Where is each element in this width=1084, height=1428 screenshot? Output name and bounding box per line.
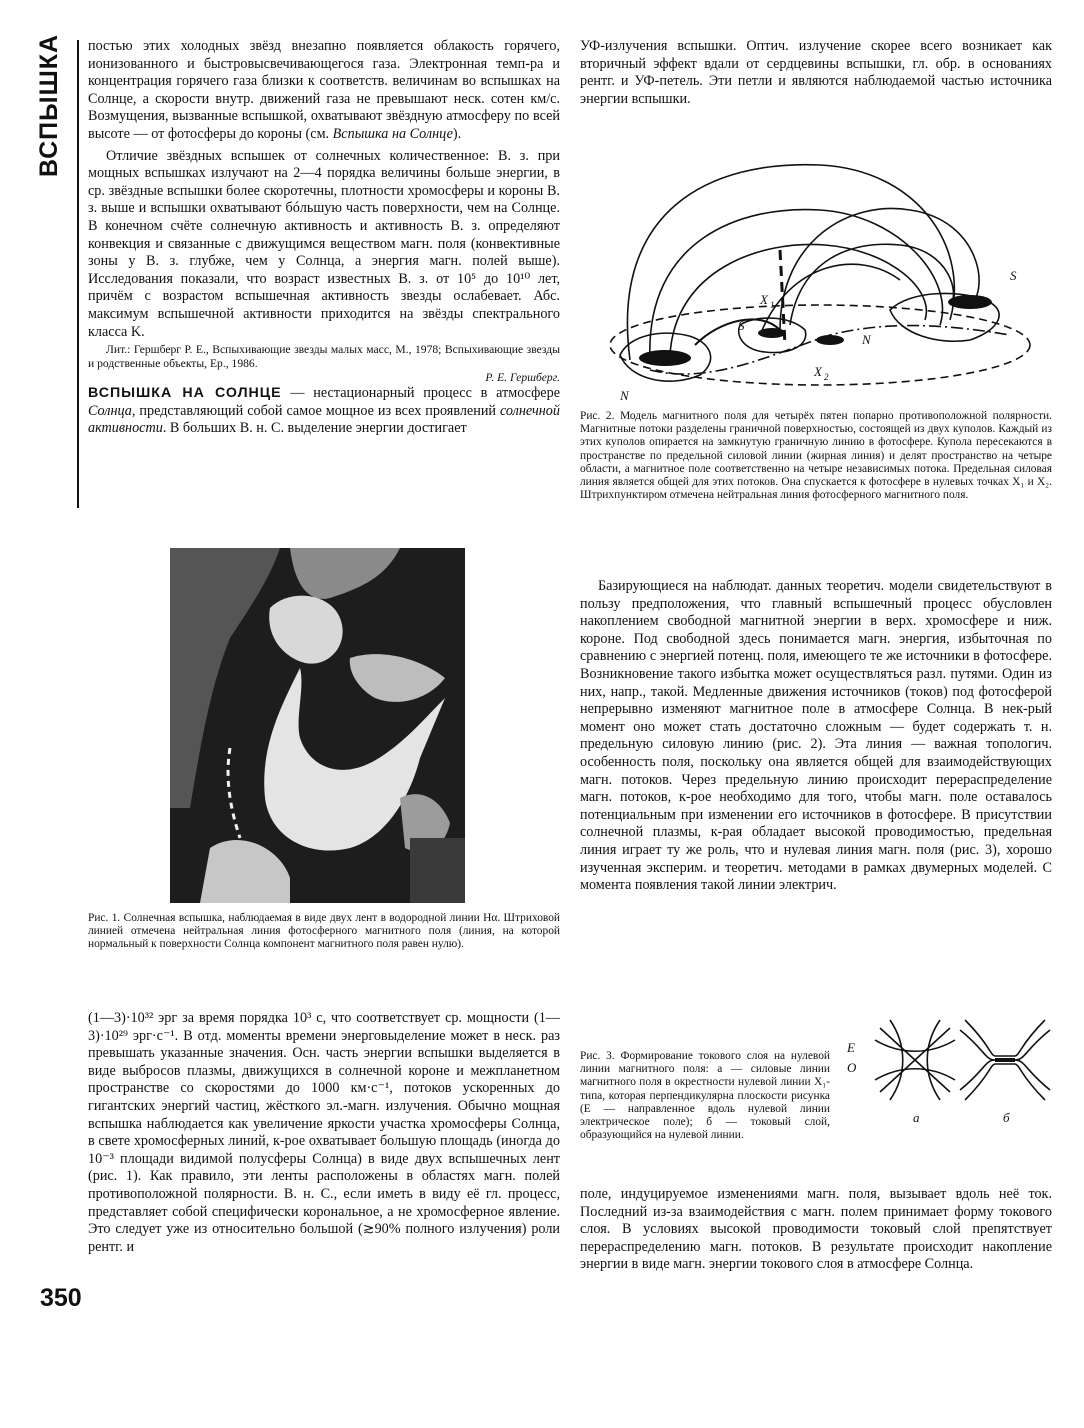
article-start [88,385,560,438]
text: — нестационарный процесс в атмосфере [281,385,560,402]
solar-flare-photo [170,548,465,903]
page-number: 350 [40,1284,82,1312]
section-side-title [30,33,70,177]
paragraph: (1—3)·10³² эрг за время порядка 10³ с, что соответствует ср. мощности (1—3)·10²⁹ эрг·с⁻¹. В отд. моменты времени энерговыделение может в неск. раз превышать указанные значения. Осн. часть энергии вспышки выделяется в виде выбросов плазмы, движущихся в солнечной короне и межпланетном пространстве со скоростями до 1000 км·с⁻¹, потоков ускоренных до гигантских энергий частиц, жёсткого эл.-магн. излучения. Обычно мощная вспышка наблюдается как увеличение яркости участка хромосферы Солнца, в свете хромосферных линий, к-рое охватывает большую площадь (иногда до 10⁻³ площади видимой полусферы Солнца) в виде двух вспышечных лент (рис. 1). Как правило, эти ленты расположены в областях магн. полей противоположной полярности. В. н. С., если иметь в виду её гл. процесс, представляет собой специфически корональное, а не хромосферное явление. Это следует уже из относительно большой (≳90% полного излучения) роли рентг. и [88,1010,560,1255]
cross-reference: Солнца [88,402,132,419]
figure-3-caption [580,1050,830,1142]
paragraph [88,38,560,144]
right-column-bottom [580,1186,1052,1274]
right-column-middle [580,578,1052,895]
text: . В больших В. н. С. выделение энергии достигает [162,420,467,437]
figure-1-caption: Рис. 1. Солнечная вспышка, наблюдаемая в виде двух лент в водородной линии Hα. Штриховой линией отмечена нейтральная линия фотосферного магнитного поля (линия, на которой нормальный к поверхности Солнца компонент магнитного поля равен нулю). [88,912,560,951]
paragraph: поле, индуцируемое изменениями магн. поля, вызывает вдоль неё ток. Последний из-за взаимодействия с магн. полем принимает форму токового слоя. В условиях высокой проводимости токовый слой препятствует перераспределению магн. потоков. В результате происходит накопление энергии в виде магн. энергии токового слоя в атмосфере Солнца. [580,1186,1052,1273]
figure-3-diagram [835,1010,1060,1130]
paragraph: Базирующиеся на наблюдат. данных теоретич. модели свидетельствуют в пользу предположения, что главный вспышечный процесс обусловлен накоплением свободной магнитной энергии в верх. хромосфере и ниж. короне. Под свободной здесь понимается магн. энергия, избыточная по сравнению с энергией потенц. поля, имеющего те же источники в фотосфере. Возникновение такого избытка может осуществляться разл. путями. Один из них, напр., такой. Медленные движения источников (токов) под фотосферой непрерывно изменяют магнитное поле в атмосфере Солнца. В нек-рый момент оно может стать достаточно сложным — будет содержать т. н. предельную силовую линию (рис. 2). Эта линия — важная топологич. особенность поля, поскольку она является общей для взаимодействующих магн. потоков. Через предельную линию происходит перераспределение магн. потоков, к-рое необходимо для того, чтобы магн. поле оставалось потенциальным при изменении его источников в фотосфере. В присутствии солнечной плазмы, к-рая обладает высокой проводимостью, предельная линия играет ту же роль, что и нулевая линия магн. поля (рис. 3), хорошо изученная эксперим. и теоретич. методами в рамках двумерных моделей. С момента появления такой линии электрич. [580,578,1052,894]
paragraph: Отличие звёздных вспышек от солнечных количественное: В. з. при мощных вспышках излучают на 2—4 порядка величины больше энергии, в ср. звёздные вспышки более скоротечны, плотности хромосферы и короны В. з. выше и вспышки охватывают бóльшую часть поверхности, чем на Солнце. В конечном счёте солнечную активность и активность В. з. определяют конвекция и связанные с движущимся веществом магн. поля (конвективные зоны у В. з. глубже, чем у Солнца, а энергия магн. полей выше). Исследования показали, что возраст известных В. з. от 10⁵ до 10¹⁰ лет, причём с возрастом вспышечная активность звезды ослабевает. Абс. максимум вспышечной активности приходится на звёзды спектрального класса K. [88,147,560,340]
literature-text: Лит.: Гершберг Р. Е., Вспыхивающие звезды малых масс, М., 1978; Вспыхивающие звезды и родственные объекты, Ер., 1986. [88,343,560,371]
label-e: E [847,1040,855,1055]
left-column-top [88,38,560,438]
section-side-title-text: ВСПЫШКА [35,33,64,177]
side-rule [77,40,79,508]
label-a: а [913,1110,920,1125]
label-x2: X [814,364,822,379]
label-x1: X [760,292,768,307]
right-column-top [580,38,1052,108]
label-x1-sub: 1 [770,300,775,310]
left-column-bottom [88,1010,560,1256]
text: ). [452,125,462,142]
label-n-mid: N [862,332,871,347]
text: постью этих холодных звёзд внезапно появляется облакость горячего, ионизованного и быстровысвечивающегося газа. Электронная темп-ра и концентрация горячего газа близки к соответств. величинам во вспышках на Солнце, а скорости внутр. движений газа не превышают неск. сотен км/с. Возмущения, вызванные вспышкой, охватывают звёздную атмосферу по всей высоте — от фотосферы до короны (см. [88,38,560,142]
author-signature: Р. Е. Гершберг. [485,371,560,385]
label-b: б [1003,1110,1010,1125]
label-o: O [847,1060,857,1075]
figure-3-caption-text: Рис. 3. Формирование токового слоя на нулевой линии магнитного поля: а — силовые линии магнитного поля в окрестности нулевой линии X₁-типа, которая перпендикулярна плоскости рисунка (E — направленное вдоль нулевой линии электрическое поле); б — токовый слой, образующийся на нулевой линии. [580,1050,830,1142]
cross-reference: солнечной активности [88,402,560,437]
figure-2-diagram [590,130,1050,410]
label-s-right: S [1010,268,1017,283]
paragraph: УФ-излучения вспышки. Оптич. излучение скорее всего возникает как вторичный эффект вдали от сердцевины вспышки, гл. обр. в основаниях рентг. и УФ-петель. Эти петли и являются наблюдаемой частью источника энергии вспышки. [580,38,1052,107]
figure-2-caption: Рис. 2. Модель магнитного поля для четырёх пятен попарно противоположной полярности. Магнитные потоки разделены граничной поверхностью, состоящей из двух куполов. Каждый из этих куполов опирается на замкнутую граничную линию в фотосфере. Купола пересекаются в пространстве по предельной силовой линии (жирная линия) и делят пространство на четыре области, а магнитное поле соответственно на четыре независимых потока. Предельная силовая линия является общей для этих потоков. Она спускается к фотосфере в нулевых точках X₁ и X₂. Штрихпунктиром отмечена нейтральная линия фотосферного магнитного поля. [580,410,1052,502]
label-n-left: N [620,388,629,403]
literature [88,343,560,385]
label-x2-sub: 2 [824,372,829,382]
text: , представляющий собой самое мощное из всех проявлений [131,402,500,419]
cross-reference: Вспышка на Солнце [332,125,453,142]
article-title: ВСПЫШКА НА СОЛНЦЕ [88,385,282,402]
label-s-mid: S [738,318,745,333]
